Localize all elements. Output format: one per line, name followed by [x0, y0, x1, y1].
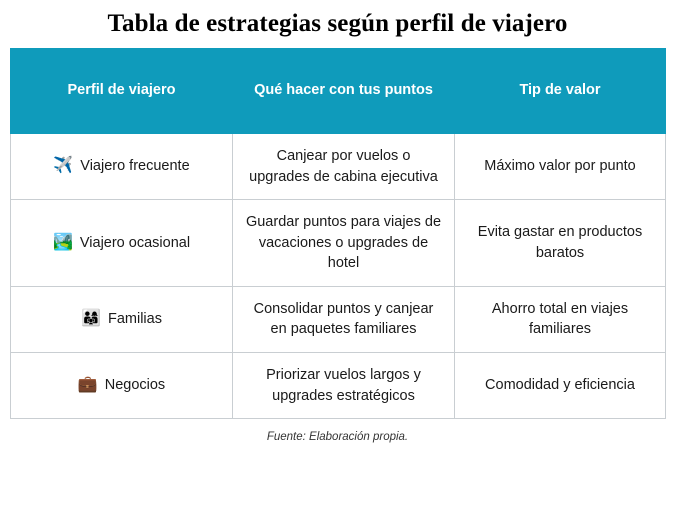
airplane-icon: ✈️ [53, 157, 74, 175]
cell-profile [11, 286, 233, 352]
cell-points: Guardar puntos para viajes de vacaciones o upgrades de hotel [233, 200, 455, 287]
briefcase-icon: 💼 [77, 376, 98, 394]
cell-points: Priorizar vuelos largos y upgrades estratégicos [233, 353, 455, 419]
profile-wrapper [53, 233, 190, 254]
table-row [11, 200, 666, 287]
profile-label: Viajero frecuente [80, 158, 190, 175]
profile-wrapper [53, 156, 189, 177]
family-icon: 👨‍👩‍👧 [81, 310, 101, 328]
profile-wrapper [78, 375, 165, 396]
page-title: Tabla de estrategias según perfil de viajero [107, 10, 568, 37]
table-container [5, 48, 670, 419]
table-header-row [11, 49, 666, 134]
profile-wrapper [81, 309, 162, 330]
table-row [11, 286, 666, 352]
cell-tip: Máximo valor por punto [455, 134, 666, 200]
column-header-points: Qué hacer con tus puntos [233, 49, 455, 134]
source-note: Fuente: Elaboración propia. [266, 431, 409, 444]
photo-landscape-icon: 🏞️ [52, 233, 73, 251]
profile-label: Familias [107, 311, 162, 328]
cell-points: Consolidar puntos y canjear en paquetes familiares [233, 286, 455, 352]
table-row [11, 134, 666, 200]
cell-profile [11, 200, 233, 287]
strategy-table [10, 48, 666, 419]
cell-tip: Comodidad y eficiencia [455, 353, 666, 419]
cell-tip: Evita gastar en productos baratos [455, 200, 666, 287]
profile-label: Negocios [104, 377, 166, 394]
profile-label: Viajero ocasional [79, 234, 191, 251]
table-row [11, 353, 666, 419]
column-header-profile: Perfil de viajero [11, 49, 233, 134]
cell-tip: Ahorro total en viajes familiares [455, 286, 666, 352]
column-header-tip: Tip de valor [455, 49, 666, 134]
cell-profile [11, 134, 233, 200]
cell-points: Canjear por vuelos o upgrades de cabina ejecutiva [233, 134, 455, 200]
cell-profile [11, 353, 233, 419]
table-body [11, 134, 666, 419]
table-header [11, 49, 666, 134]
